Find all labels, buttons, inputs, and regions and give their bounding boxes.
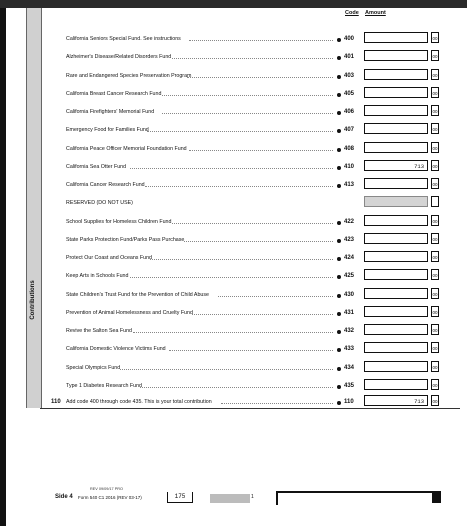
total-cents-field[interactable]: 00 [431,395,439,406]
leader-dots [120,369,333,370]
total-code: 110 [344,399,354,405]
section-bottom-rule [40,408,460,409]
contribution-row [40,254,458,268]
form-identifier: Form 540 C1 2016 (REV 03-17) [78,495,142,500]
amount-field[interactable] [364,361,428,372]
contribution-row [40,382,458,396]
cents-field[interactable]: 00 [431,288,439,299]
fund-label: Keep Arts in Schools Fund [66,273,129,280]
contribution-row [40,35,458,49]
footer-mark: 1 [251,494,254,500]
leader-dots [133,332,333,333]
amount-field[interactable] [364,379,428,390]
contribution-row [40,199,458,213]
cents-field[interactable]: 00 [431,379,439,390]
bullet-icon [337,348,341,352]
fund-code: 430 [344,291,355,298]
amount-field[interactable] [364,215,428,226]
contribution-row [40,327,458,341]
contribution-row [40,236,458,250]
fund-label: California Breast Cancer Research Fund [66,90,162,97]
amount-field[interactable] [364,342,428,353]
left-edge-strip [0,8,6,526]
amount-column-header: Amount [365,10,386,16]
amount-field[interactable] [364,178,428,189]
contribution-row [40,345,458,359]
fund-label: State Parks Protection Fund/Parks Pass Purchase [66,236,185,243]
fund-label: California Domestic Violence Victims Fund [66,346,166,353]
fund-code: 435 [344,382,355,389]
leader-dots [192,314,334,315]
amount-field[interactable] [364,69,428,80]
barcode-placeholder [210,494,250,503]
cents-field[interactable]: 00 [431,251,439,262]
fund-label: California Cancer Research Fund [66,182,145,188]
fund-label: California Firefighters' Memorial Fund [66,109,155,115]
amount-field[interactable]: 713 [364,160,428,171]
cents-field[interactable]: 00 [431,178,439,189]
amount-field[interactable] [364,142,428,153]
total-line-number: 110 [51,399,61,405]
cents-field[interactable]: 00 [431,105,439,116]
fund-label: State Children's Trust Fund for the Prevention of Child Abuse [66,291,209,298]
cents-field[interactable]: 00 [431,87,439,98]
fund-code: 431 [344,309,355,316]
bullet-icon [337,239,341,243]
bullet-icon [337,367,341,371]
section-side-label [27,240,39,360]
leader-dots [187,77,333,78]
leader-dots [130,168,333,169]
top-border [0,0,467,8]
fund-code: 433 [344,346,355,353]
fund-code: 425 [344,273,355,280]
amount-field[interactable] [364,87,428,98]
leader-dots [221,403,333,404]
cents-field[interactable]: 00 [431,32,439,43]
cents-field [431,196,439,207]
fund-code: 400 [344,36,355,42]
cents-field[interactable]: 00 [431,215,439,226]
leader-dots [189,150,333,151]
code-column-header: Code [345,10,359,16]
footer-dark-block [432,491,441,503]
leader-dots [172,58,333,59]
contribution-row [40,126,458,140]
fund-label: Rare and Endangered Species Preservation Program [66,72,192,79]
contribution-row [40,272,458,286]
cents-field[interactable]: 00 [431,233,439,244]
cents-field[interactable]: 00 [431,269,439,280]
fund-label: California Peace Officer Memorial Foundation Fund [66,145,187,152]
contribution-row [40,53,458,67]
amount-field[interactable] [364,324,428,335]
leader-dots [162,113,333,114]
reserved-amount-field [364,196,428,207]
bullet-icon [337,111,341,115]
bullet-icon [337,38,341,42]
cents-field[interactable]: 00 [431,123,439,134]
fund-code: 424 [344,255,355,261]
revision-note: REV 09/09/17 PRO [90,487,123,491]
leader-dots [218,296,333,297]
fund-code: 413 [344,182,355,188]
fund-code: 403 [344,72,355,79]
amount-field[interactable] [364,233,428,244]
contribution-row [40,218,458,232]
leader-dots [145,186,333,187]
leader-dots [184,241,333,242]
bullet-icon [337,401,341,405]
bullet-icon [337,184,341,188]
footer-corner-bracket [276,491,432,505]
contribution-row [40,364,458,378]
leader-dots [140,387,333,388]
bullet-icon [337,129,341,133]
cents-field[interactable]: 00 [431,324,439,335]
total-label: Add code 400 through code 435. This is your total contribution [66,399,212,405]
amount-field[interactable] [364,32,428,43]
section-side-label-text: Contributions [30,280,36,320]
fund-label: Emergency Food for Families Fund [66,127,149,134]
total-amount-field[interactable]: 713 [364,395,428,406]
fund-code: 422 [344,218,355,225]
contribution-row [40,90,458,104]
fund-code: 406 [344,109,355,115]
contribution-row [40,181,458,195]
fund-label: Special Olympics Fund [66,364,121,371]
fund-label: Alzheimer's Disease/Related Disorders Fund [66,54,172,61]
fund-label: California Seniors Special Fund. See instructions [66,36,181,42]
leader-dots [169,350,333,351]
bullet-icon [337,166,341,170]
cents-field[interactable]: 00 [431,342,439,353]
bullet-icon [337,221,341,225]
contribution-row [40,309,458,323]
fund-code: 423 [344,236,355,243]
bullet-icon [337,257,341,261]
cents-field[interactable]: 00 [431,69,439,80]
fund-code: 434 [344,364,355,371]
fund-code: 401 [344,54,355,61]
side-number: Side 4 [55,494,73,500]
bullet-icon [337,56,341,60]
page-code-box: 175 [167,492,193,503]
amount-field[interactable] [364,251,428,262]
fund-label: School Supplies for Homeless Children Fund [66,218,172,225]
cents-field[interactable]: 00 [431,50,439,61]
cents-field[interactable]: 00 [431,142,439,153]
cents-field[interactable]: 00 [431,361,439,372]
bullet-icon [337,93,341,97]
amount-field[interactable] [364,306,428,317]
contribution-row [40,291,458,305]
fund-label: RESERVED (DO NOT USE) [66,200,133,207]
bullet-icon [337,312,341,316]
fund-code: 408 [344,145,355,152]
cents-field[interactable]: 00 [431,306,439,317]
amount-field[interactable] [364,105,428,116]
fund-label: California Sea Otter Fund [66,163,127,170]
total-row [40,398,458,412]
fund-label: Revive the Salton Sea Fund [66,328,132,334]
bullet-icon [337,330,341,334]
fund-label: Type 1 Diabetes Research Fund [66,382,142,389]
bullet-icon [337,385,341,389]
fund-label: Prevention of Animal Homelessness and Cruelty Fund [66,309,193,316]
contribution-row [40,163,458,177]
fund-code: 410 [344,163,355,170]
leader-dots [130,277,333,278]
cents-field[interactable]: 00 [431,160,439,171]
bullet-icon [337,294,341,298]
fund-code: 405 [344,90,355,97]
leader-dots [162,95,333,96]
bullet-icon [337,275,341,279]
leader-dots [189,40,333,41]
contribution-row [40,108,458,122]
leader-dots [172,223,333,224]
fund-label: Protect Our Coast and Oceans Fund [66,255,152,261]
amount-field[interactable] [364,50,428,61]
amount-field[interactable] [364,288,428,299]
fund-code: 432 [344,328,355,334]
bullet-icon [337,148,341,152]
contribution-row [40,72,458,86]
leader-dots [147,131,333,132]
amount-field[interactable] [364,269,428,280]
amount-field[interactable] [364,123,428,134]
leader-dots [150,259,333,260]
fund-code: 407 [344,127,355,134]
bullet-icon [337,75,341,79]
contribution-row [40,145,458,159]
